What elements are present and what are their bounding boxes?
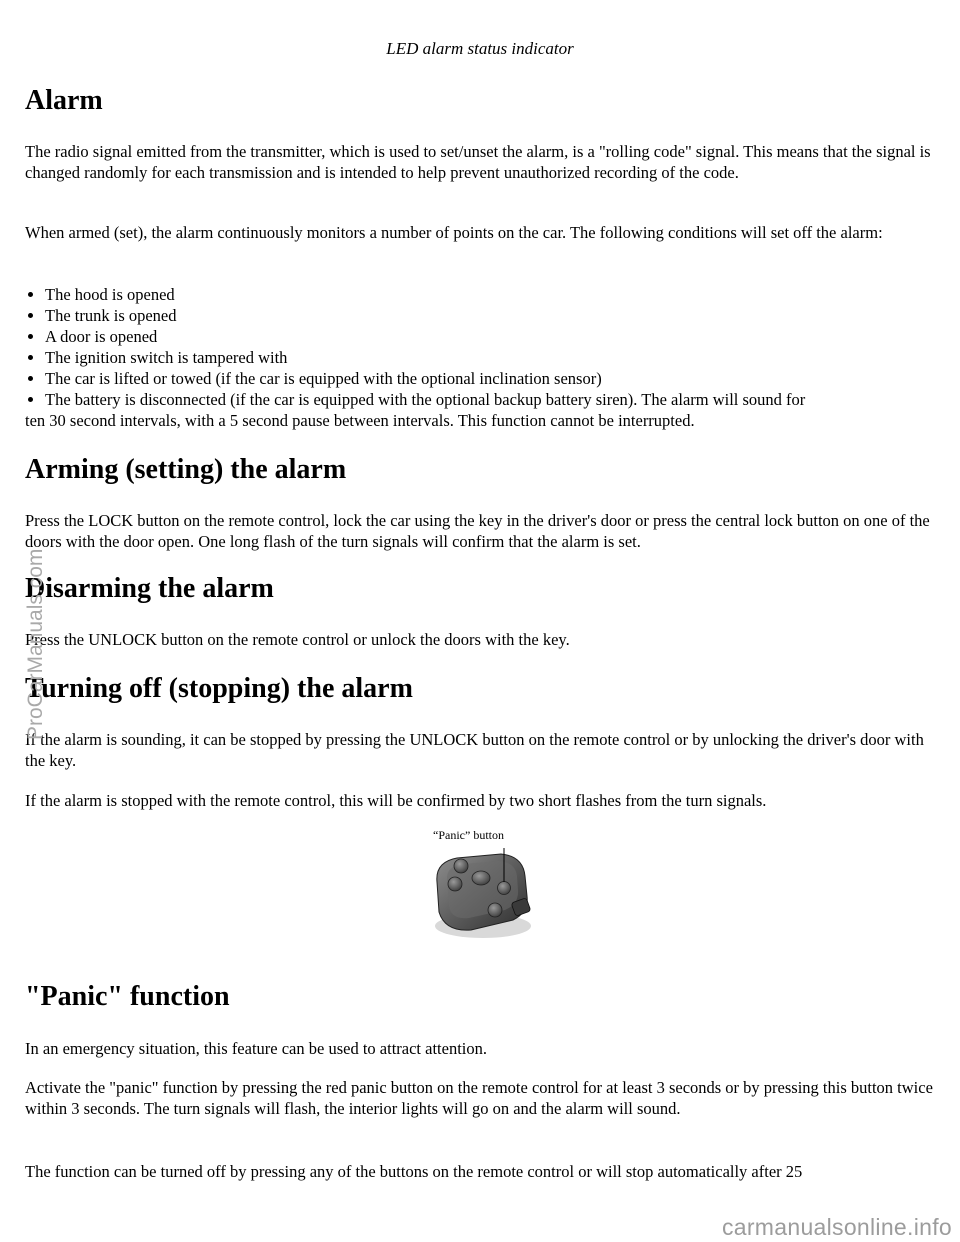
bullet-icon [28, 355, 33, 360]
turning-off-paragraph-1: If the alarm is sounding, it can be stopped by pressing the UNLOCK button on the remote control or by unlocking the driver's door with the key. [25, 730, 924, 770]
bullet-icon [28, 334, 33, 339]
heading-arming: Arming (setting) the alarm [25, 454, 347, 485]
panic-paragraph-2: Activate the "panic" function by pressing the red panic button on the remote control for at least 3 seconds or by pressing this button twice within 3 seconds. The turn signals will flash, the interior lights will go on and the alarm will sound. [25, 1078, 933, 1118]
page-caption: LED alarm status indicator [386, 39, 574, 58]
heading-panic-function: "Panic" function [25, 981, 230, 1012]
panic-paragraph-1: In an emergency situation, this feature can be used to attract attention. [25, 1039, 487, 1058]
list-item: The ignition switch is tampered with [25, 347, 940, 368]
panic-button-callout: “Panic” button [433, 828, 504, 842]
heading-disarming: Disarming the alarm [25, 573, 274, 604]
panic-paragraph-3: The function can be turned off by pressing any of the buttons on the remote control or will stop automatically after 25 [25, 1162, 803, 1181]
disarming-paragraph: Press the UNLOCK button on the remote control or unlock the doors with the key. [25, 630, 570, 649]
alarm-bullet-continuation: ten 30 second intervals, with a 5 second pause between intervals. This function cannot be interrupted. [25, 411, 695, 430]
bullet-icon [28, 313, 33, 318]
turning-off-paragraph-2: If the alarm is stopped with the remote control, this will be confirmed by two short flashes from the turn signals. [25, 791, 767, 810]
bottom-watermark: carmanualsonline.info [721, 1214, 952, 1240]
alarm-paragraph-2: When armed (set), the alarm continuously monitors a number of points on the car. The following conditions will set off the alarm: [25, 223, 883, 242]
remote-control-illustration [425, 826, 540, 944]
list-item: The car is lifted or towed (if the car is equipped with the optional inclination sensor) [25, 368, 940, 389]
remote-key-fob-icon [425, 826, 540, 944]
list-item: A door is opened [25, 326, 940, 347]
bullet-icon [28, 292, 33, 297]
side-watermark: ProCarManuals.com [24, 548, 47, 740]
bullet-icon [28, 397, 33, 402]
bullet-icon [28, 376, 33, 381]
arming-paragraph: Press the LOCK button on the remote control, lock the car using the key in the driver's door or press the central lock button on one of the doors with the door open. One long flash of the turn signals will confirm that the alarm is set. [25, 511, 930, 551]
alarm-paragraph-1: The radio signal emitted from the transmitter, which is used to set/unset the alarm, is a "rolling code" signal. This means that the signal is changed randomly for each transmission and is intended to help prevent unauthorized recording of the code. [25, 142, 931, 182]
heading-alarm: Alarm [25, 85, 103, 116]
list-item: The hood is opened [25, 284, 940, 305]
alarm-conditions-list [25, 284, 940, 410]
list-item: The trunk is opened [25, 305, 940, 326]
heading-turning-off: Turning off (stopping) the alarm [25, 673, 413, 704]
list-item: The battery is disconnected (if the car is equipped with the optional backup battery siren). The alarm will sound for [25, 389, 940, 410]
